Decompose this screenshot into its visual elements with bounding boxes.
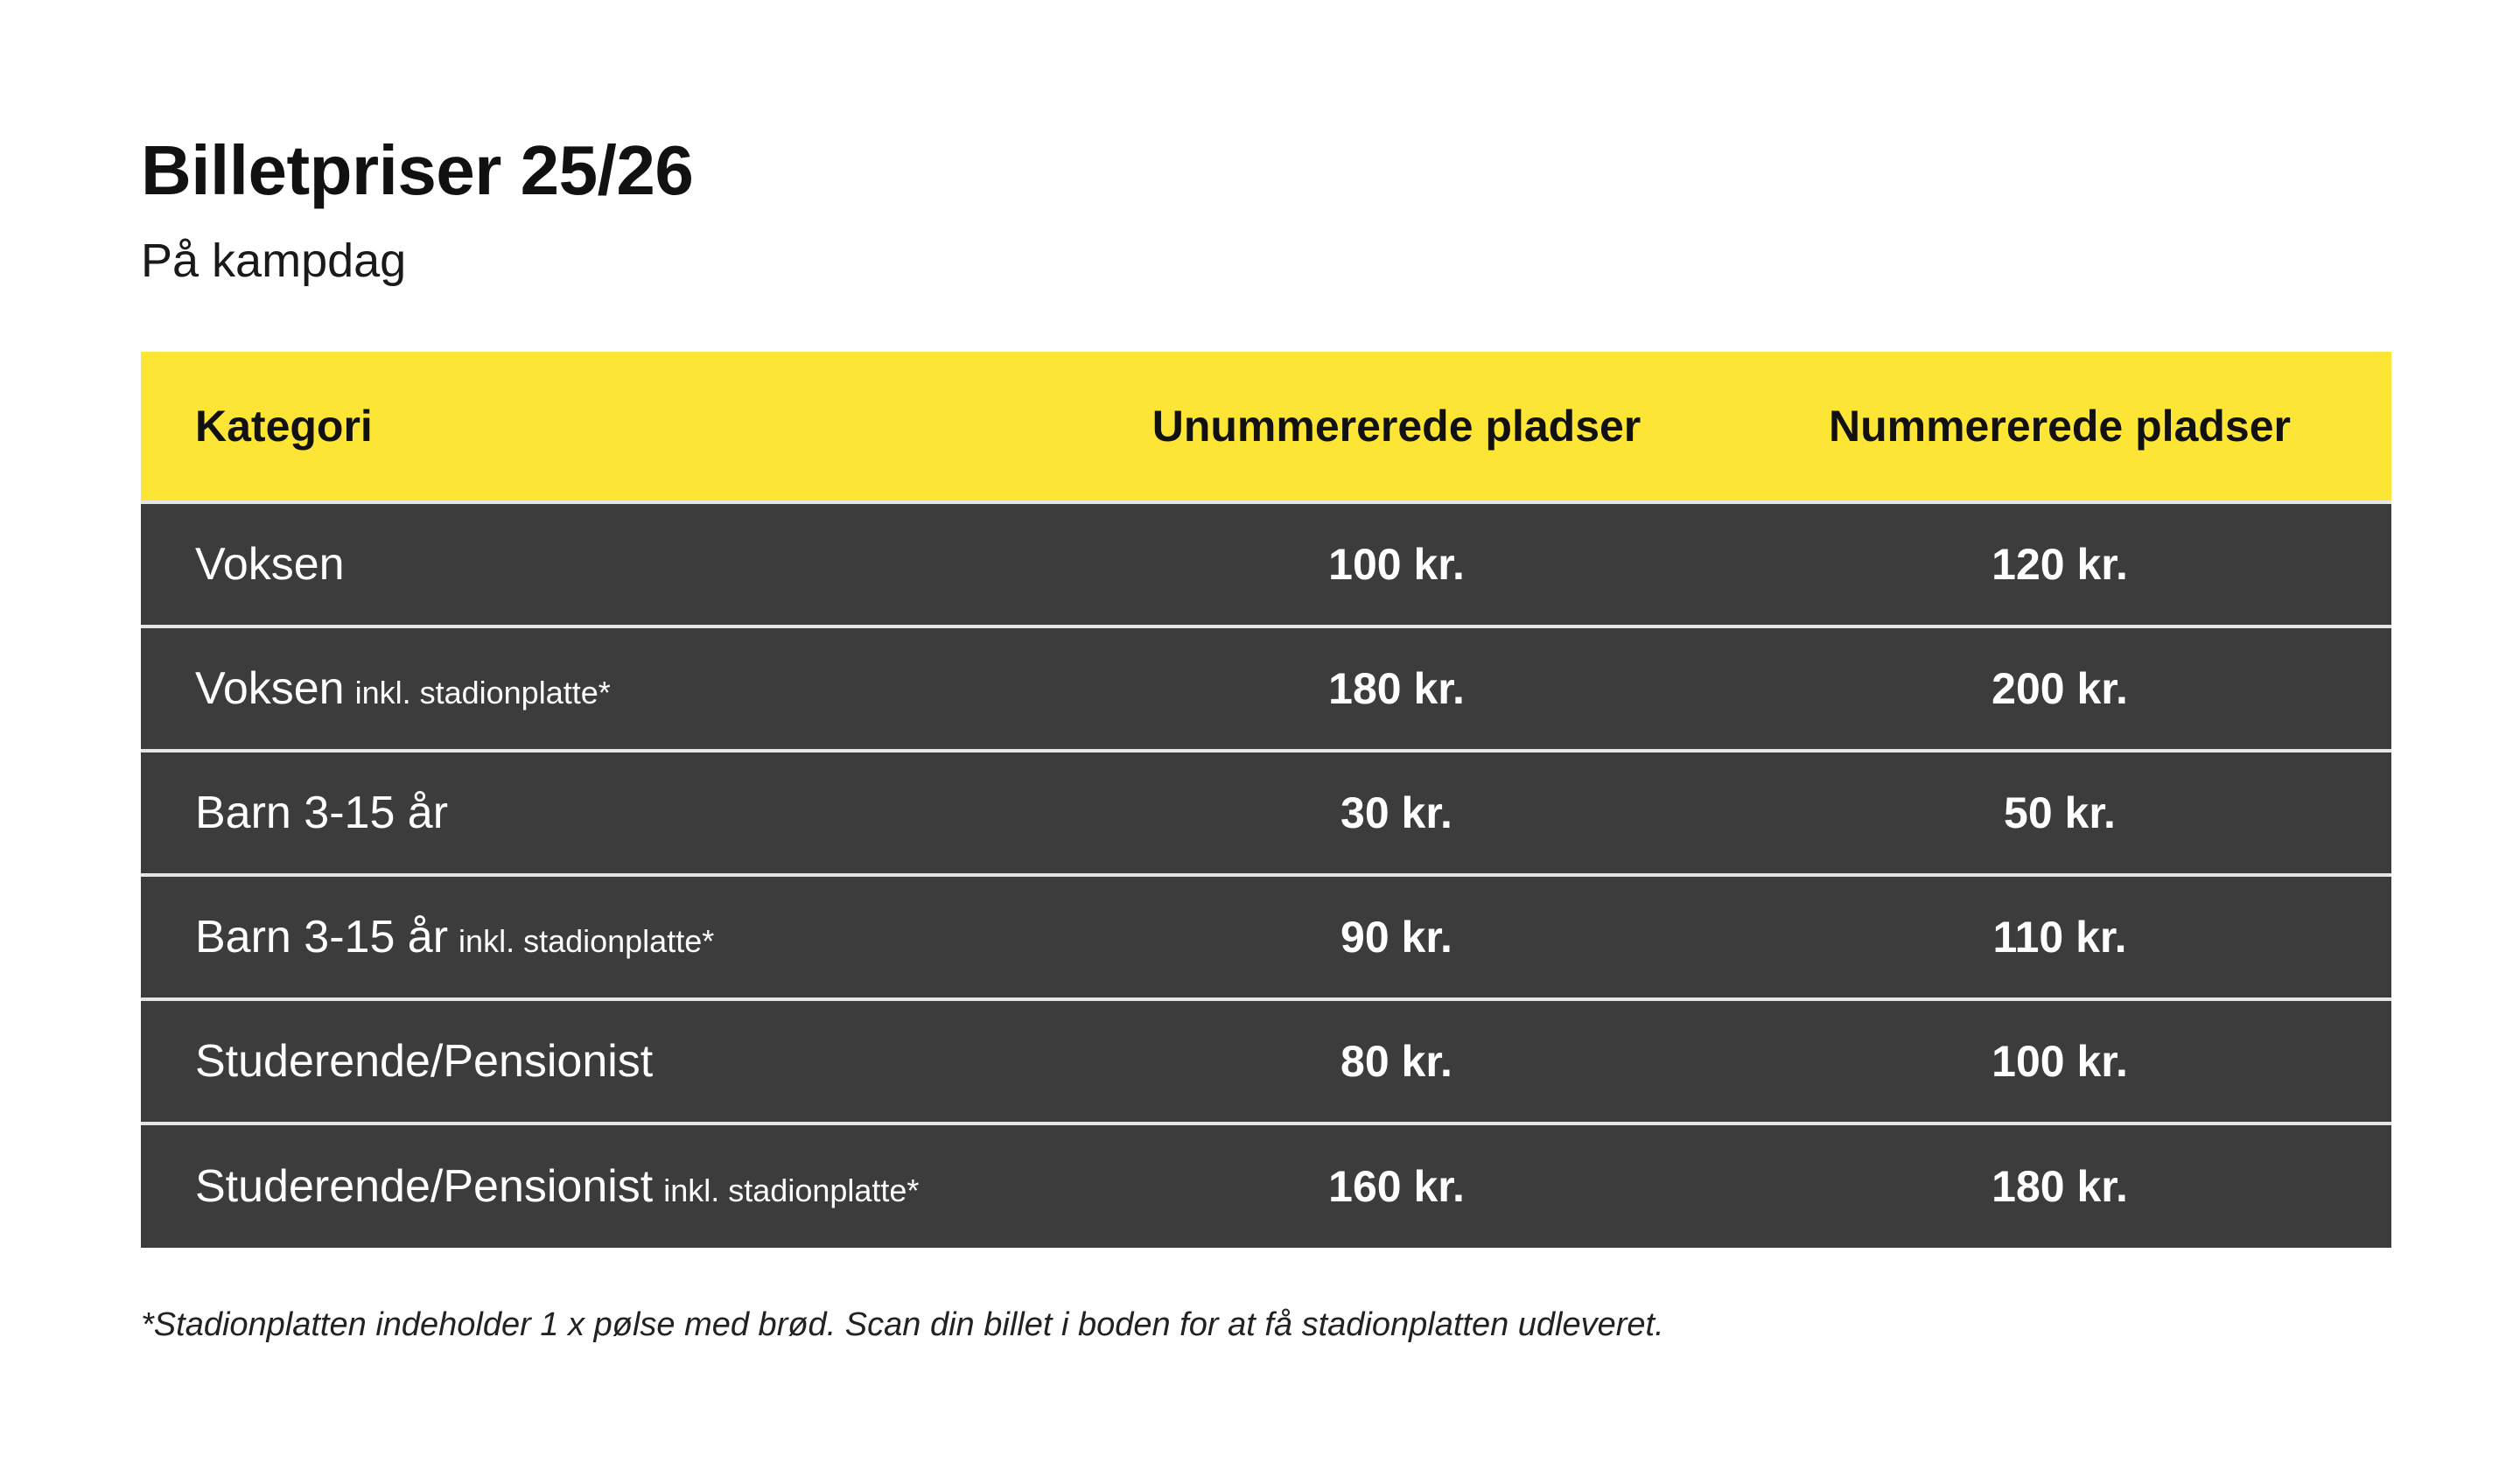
numbered-price-cell: 100 kr. xyxy=(1992,1037,2128,1086)
numbered-price-cell: 110 kr. xyxy=(1992,913,2127,962)
column-header-category: Kategori xyxy=(195,402,373,451)
footnote: *Stadionplatten indeholder 1 x pølse med brød. Scan din billet i boden for at få stadionplatten udleveret. xyxy=(141,1306,1664,1343)
numbered-price-cell: 180 kr. xyxy=(1992,1162,2128,1211)
category-cell xyxy=(141,626,1065,751)
table-row xyxy=(141,999,2391,1124)
price-table xyxy=(141,352,2391,1248)
table-body xyxy=(141,502,2391,1248)
unnumbered-price-cell: 80 kr. xyxy=(1340,1037,1452,1086)
category-label: Voksen xyxy=(195,539,345,590)
column-header-unnumbered: Unummererede pladser xyxy=(1152,402,1642,451)
category-label: Barn 3-15 år xyxy=(195,788,449,838)
numbered-price-cell: 50 kr. xyxy=(2004,788,2116,837)
unnumbered-price-cell: 90 kr. xyxy=(1340,913,1452,962)
category-label: Barn 3-15 år xyxy=(195,912,449,962)
category-note: inkl. stadionplatte* xyxy=(458,923,715,959)
table-row xyxy=(141,1124,2391,1248)
category-label: Studerende/Pensionist xyxy=(195,1161,654,1212)
page-subtitle: På kampdag xyxy=(141,234,407,287)
table-header-row xyxy=(141,352,2391,502)
numbered-price-cell: 120 kr. xyxy=(1992,540,2128,589)
category-note: inkl. stadionplatte* xyxy=(663,1172,920,1208)
unnumbered-price-cell: 30 kr. xyxy=(1340,788,1452,837)
table-row xyxy=(141,751,2391,875)
category-cell xyxy=(141,502,1065,626)
category-cell xyxy=(141,875,1065,999)
table-row xyxy=(141,875,2391,999)
category-cell xyxy=(141,751,1065,875)
category-cell xyxy=(141,999,1065,1124)
column-header-numbered: Nummererede pladser xyxy=(1828,402,2291,451)
page-title: Billetpriser 25/26 xyxy=(141,131,694,209)
unnumbered-price-cell: 180 kr. xyxy=(1328,664,1465,713)
numbered-price-cell: 200 kr. xyxy=(1992,664,2128,713)
table-header xyxy=(141,352,2391,502)
unnumbered-price-cell: 100 kr. xyxy=(1328,540,1465,589)
unnumbered-price-cell: 160 kr. xyxy=(1328,1162,1465,1211)
category-label: Studerende/Pensionist xyxy=(195,1036,654,1087)
category-note: inkl. stadionplatte* xyxy=(354,675,611,710)
category-label: Voksen xyxy=(195,663,345,714)
table-row xyxy=(141,626,2391,751)
table-row xyxy=(141,502,2391,626)
category-cell xyxy=(141,1124,1065,1248)
